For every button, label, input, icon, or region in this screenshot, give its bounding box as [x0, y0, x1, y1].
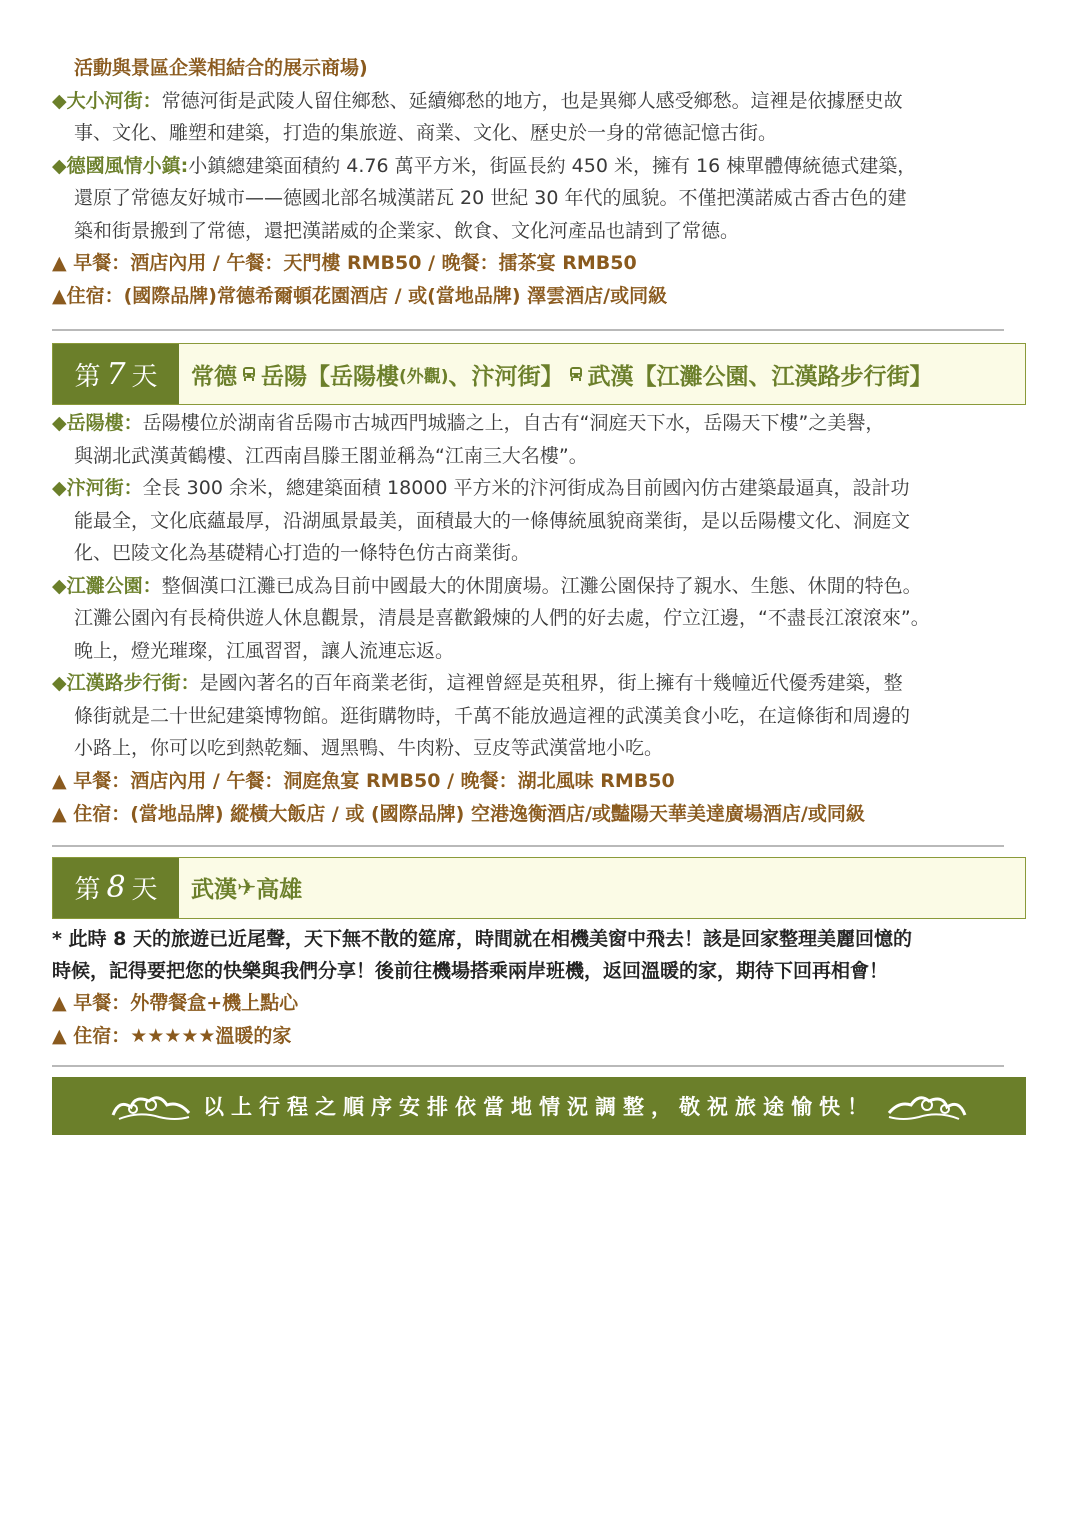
continued-line: 活動與景區企業相結合的展示商場) — [74, 57, 368, 79]
diamond-bullet-icon: ◆ — [52, 477, 67, 499]
day-8-summary: 時候，記得要把您的快樂與我們分享！後前往機場搭乘兩岸班機，返回溫暖的家，期待下回再相會！ — [52, 959, 889, 982]
meals-line: ▲ 早餐：酒店內用 / 午餐：洞庭魚宴 RMB50 / 晚餐：湖北風味 RMB50 — [52, 769, 675, 792]
diamond-bullet-icon: ◆ — [52, 412, 67, 434]
hotel-line: ▲ 住宿：★★★★★溫暖的家 — [52, 1024, 292, 1047]
attraction-name: 江漢路步行街： — [66, 672, 200, 694]
meals-line: ▲ 早餐：酒店內用 / 午餐：天門樓 RMB50 / 晚餐：擂茶宴 RMB50 — [52, 252, 637, 274]
diamond-bullet-icon: ◆ — [52, 574, 67, 597]
attraction-item: ◆岳陽樓：岳陽樓位於湖南省岳陽市古城西門城牆之上，自古有“洞庭天下水，岳陽天下樓”之美譽， 與湖北武漢黃鶴樓、江西南昌滕王閣並稱為“江南三大名樓”。 — [52, 412, 885, 467]
day-8-label: 第 8 天 — [53, 858, 179, 918]
attraction-item: ◆汴河街：全長 300 余米，總建築面積 18000 平方米的汴河街成為目前國內仿古建築最逼真，設計功 能最全，文化底蘊最厚，沿湖風景最美，面積最大的一條傳統風貌商業街，是以岳陽樓文化、洞庭文 化、巴陵文化為基礎精心打造的一條特色仿古商業街。 — [52, 477, 911, 564]
banner-text: 以上行程之順序安排依當地情況調整，敬祝旅途愉快！ — [203, 1094, 875, 1119]
attraction-name: 德國風情小鎮: — [66, 154, 189, 177]
attraction-name: 汴河街： — [66, 477, 143, 499]
meals-line: ▲ 早餐：外帶餐盒+機上點心 — [52, 991, 299, 1014]
day-7-title: 常德 岳陽【岳陽樓 (外觀) 、汴河街】 武漢【江灘公園、江漢路步行街】 — [191, 363, 933, 390]
day-8-title: 武漢 ✈ 高雄 — [191, 874, 303, 903]
diamond-bullet-icon: ◆ — [52, 672, 67, 694]
cloud-ornament-icon — [109, 1089, 193, 1123]
attraction-name: 江灘公園： — [66, 574, 162, 597]
itinerary-page — [52, 52, 1026, 1135]
closing-banner — [52, 1077, 1026, 1135]
attraction-name: 岳陽樓： — [66, 412, 143, 434]
diamond-bullet-icon: ◆ — [52, 89, 67, 112]
attraction-item: ◆江漢路步行街：是國內著名的百年商業老街，這裡曾經是英租界，街上擁有十幾幢近代優秀建築，整 條街就是二十世紀建築博物館。逛街購物時，千萬不能放過這裡的武漢美食小吃，在這條街和周邊的 小路上，你可以吃到熱乾麵、週黑鴨、牛肉粉、豆皮等武漢當地小吃。 — [52, 672, 911, 759]
bus-icon — [241, 366, 257, 382]
hotel-line: ▲住宿：(國際品牌)常德希爾頓花園酒店 / 或(當地品牌) 澤雲酒店/或同級 — [52, 285, 668, 307]
day-8-header — [52, 857, 1026, 919]
attraction-name: 大小河街： — [66, 89, 162, 112]
day-7-label: 第 7 天 — [53, 344, 179, 404]
diamond-bullet-icon: ◆ — [52, 154, 67, 177]
cloud-ornament-icon — [885, 1089, 969, 1123]
attraction-item: ◆大小河街：常德河街是武陵人留住鄉愁、延續鄉愁的地方，也是異鄉人感受鄉愁。這裡是依據歷史故 事、文化、雕塑和建築，打造的集旅遊、商業、文化、歷史於一身的常德記憶古街。 — [52, 89, 903, 144]
day-8-summary: * 此時 8 天的旅遊已近尾聲，天下無不散的筵席，時間就在相機美窗中飛去！該是回家整理美麗回憶的 — [52, 927, 913, 950]
plane-icon: ✈ — [237, 874, 257, 901]
attraction-item: ◆德國風情小鎮:小鎮總建築面積約 4.76 萬平方米，街區長約 450 米，擁有 16 棟單體傳統德式建築， 還原了常德友好城市——德國北部名城漢諾瓦 20 世紀 30 年代的風貌。不僅把漢諾威古香古色的建 築和街景搬到了常德，還把漢諾威的企業家、飲食、文化河產品也請到了常德。 — [52, 154, 917, 242]
bus-icon — [568, 366, 584, 382]
day-7-header — [52, 343, 1026, 405]
attraction-item: ◆江灘公園：整個漢口江灘已成為目前中國最大的休閒廣場。江灘公園保持了親水、生態、休閒的特色。 江灘公園內有長椅供遊人休息觀景，清晨是喜歡鍛煉的人們的好去處，佇立江邊，“不盡長江滾滾來”。 晚上，燈光璀璨，江風習習，讓人流連忘返。 — [52, 574, 930, 662]
hotel-line: ▲ 住宿：(當地品牌) 縱橫大飯店 / 或 (國際品牌) 空港逸衡酒店/或豔陽天華美達廣場酒店/或同級 — [52, 802, 865, 825]
